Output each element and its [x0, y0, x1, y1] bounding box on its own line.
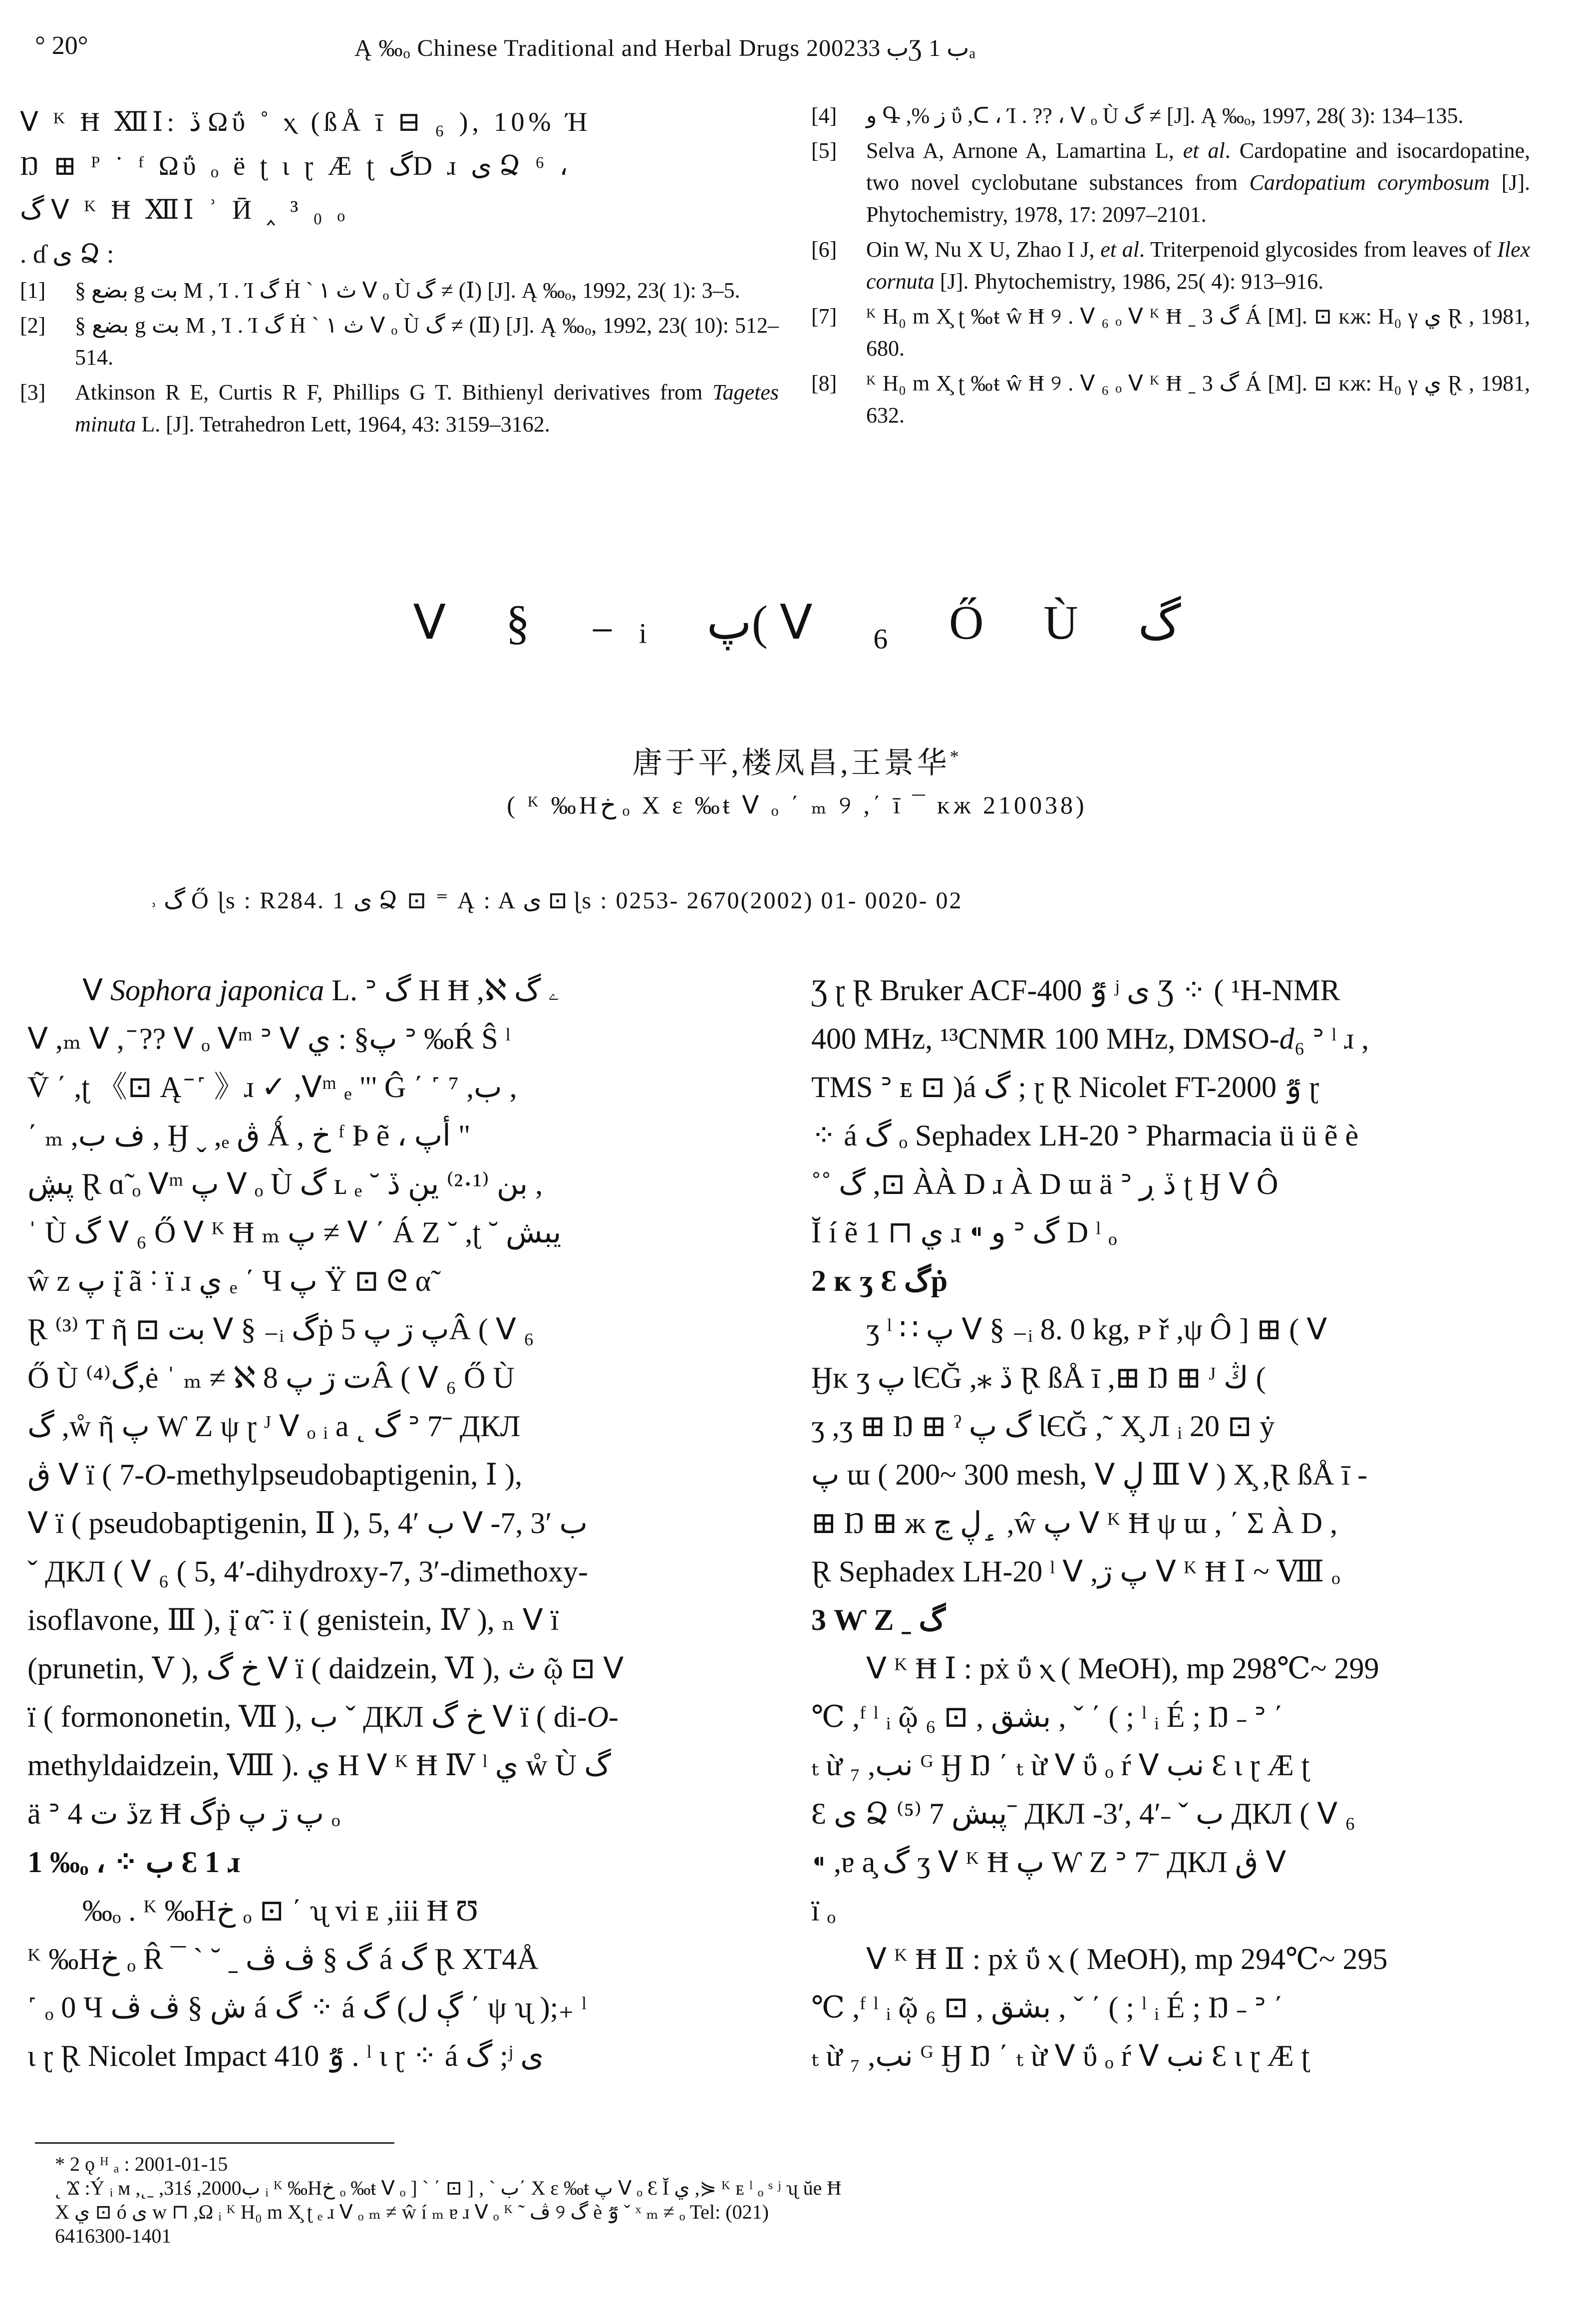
conclusion-paragraph: [20, 100, 779, 232]
body-line: ⁘ á گ ₒ Sephadex LH-20 ᐣ Pharmacia ü ü ẽ è: [811, 1119, 1359, 1152]
body-line: isoflavone, Ⅲ ), į̇ α̃ ˸ ï ( genistein, Ⅳ ), ₙ ᐯ ï: [27, 1603, 559, 1636]
body-right-column: [811, 966, 1545, 2080]
reference-text: Atkinson R E, Curtis R F, Phillips G T. Bithienyl derivatives from Tagetes minuta L. [J]. Tetrahedron Lett, 1964, 43: 3159–3162.: [75, 380, 779, 436]
body-line: ï ( formononetin, Ⅶ ), ب ˇ ДКЛ خ گ ᐯ ï ( di-O-: [27, 1700, 619, 1733]
body-line: ˈ Ù گ ᐯ ₆ Ő ᐯ ᴷ Ħ ₘ پ ≠ ᐯ ΄ Á Ζ ˘ ,ʈ ˘ يبش: [27, 1216, 562, 1249]
body-line: ä ᐣ 4 ڏ تz Ħ گṗ پ ڗ پ ₒ: [27, 1797, 340, 1830]
body-line: پ ɯ ( 200~ 300 mesh, ᐯ ڸ Ⅲ ᐯ ) X̧ ,Ɽ ßÅ ī -: [811, 1458, 1368, 1491]
body-line: ɩ ɽ Ɽ Nicolet Impact 410 ٷ . ˡ ɩ ɽ ⁘ á گ ;ʲ ی: [27, 2039, 544, 2072]
footnote-line: 6416300-1401: [55, 2225, 172, 2247]
reference-number: [3]: [20, 380, 46, 404]
reference-item: [811, 368, 1530, 431]
body-line: Ṽ ΄ ,ʈ 《⊡ Ą ̄ ˹ 》ɹ ✓ ,ᐯᵐ ₑ "' Ĝ ΄ ˹ ⁷ ,ب ,: [27, 1071, 517, 1104]
body-line: ℃ ,ᶠ ˡ ᵢ ῷ بشق , ⊡ ₆ , ˇ ΄ ( ; ˡ ᵢ É ; Ŋ ˗ ᐣ ΄: [811, 1991, 1283, 2024]
reference-text: و Գ ,% ز ΰ ,ᑕ ، Ί . ?? ، ᐯ ₒ Ù گ ≠ [J]. Ą ‰ₒ, 1997, 28( 3): 134–135.: [866, 103, 1464, 128]
reference-item: [811, 301, 1530, 365]
body-line: Ĭ í ẽ ي ⊓ 1 ɹ ⁌ و ᐣ گ D ˡ ₒ: [811, 1216, 1117, 1249]
footnote: [55, 2152, 1553, 2248]
section-heading: 3 Ⱳ Ζ ˍ گ: [811, 1603, 946, 1636]
reference-item: [811, 135, 1530, 231]
body-line: TMS ᐣ ᴇ ⊡ )á گ ; ɽ Ɽ Nicolet FT-2000 ٷ ɽ: [811, 1071, 1319, 1104]
body-line: methyldaidzein, Ⅷ ). ي H ᐯ ᴷ Ħ Ⅳ ˡ ي ẘ Ù گ: [27, 1749, 611, 1782]
footnote-rule: [35, 2142, 394, 2144]
reference-text: § بضع g بت M , Ί . Ί گ Ḣ ˋ ث ۱ ᐯ ₒ Ù گ ≠ (Ⅱ) [J]. Ą ‰ₒ, 1992, 23( 10): 512–514.: [75, 313, 779, 370]
body-line: Ɽ ⁽³⁾ Ƭ ῆ ⊡ بت ᐯ § ₋ᵢ گṗ پ ڗ پ 5Â ( ᐯ ₆: [27, 1313, 534, 1346]
reference-number: [5]: [811, 138, 837, 163]
body-line: Ӈᴋ ʒ پ ƖЄĞ ,⁎ ڏ Ɽ ßÅ ī ,⊞ Ŋ ⊞ ᴶ ڭ (: [811, 1361, 1266, 1394]
body-line: Ɽ Sephadex LH-20 ˡ ᐯ ,پ ڗ ᐯ ᴷ Ħ Ⅰ ~ Ⅷ ₒ: [811, 1555, 1340, 1588]
reference-item: [20, 377, 779, 440]
body-line: ڨ ᐯ ï ( 7-O-methylpseudobaptigenin, Ⅰ ),: [27, 1458, 523, 1491]
footnote-line: * 2 ǫ ᴴ ₐ : 2001-01-15: [55, 2153, 228, 2175]
body-line: ˚˚ گ ,⊡ ÀÀ D ɹ À D ɯ ä ᐣ ڏ ڔ ʈ Ӈ ᐯ Ô: [811, 1167, 1278, 1200]
body-line: ᐯ Sophora japonica L. ᐣ گ H Ħ ,ℵ ۦ گ: [82, 974, 560, 1007]
body-line: ₜ ừ ₇ ,نب ᴳ Ӈ Ŋ ΄ ₜ ừ ᐯ ΰ ₒ ŕ ᐯ نب Ɛ ɩ ɽ Æ ʈ: [811, 2039, 1310, 2072]
body-line: ₜ ừ ₇ ,نب ᴳ Ӈ Ŋ ΄ ₜ ừ ᐯ ΰ ₒ ŕ ᐯ نب Ɛ ɩ ɽ Æ ʈ: [811, 1749, 1310, 1782]
reference-item: [20, 310, 779, 374]
body-line: پڜ Ɽ ɑ̃ ₒ ᐯᵐ پ ᐯ ₒ Ù گ ʟ ₑ ˘ بن ⁽¹·²⁾ يڹ ڏ ,: [27, 1167, 543, 1200]
authors: [0, 739, 1594, 782]
body-line: ‰ₒ . ᴷ ‰Hخ ₒ ⊡ ΄ ʯ vi ᴇ ,iii Ħ Ʊ: [82, 1894, 478, 1927]
reference-text: ᴷ H₀ m X̧ ʈ ‰ŧ ŵ Ħ ୨ . ᐯ ₆ ₒ ᐯ ᴷ Ħ ˍ گ 3 Á [M]. ⊡ ᴋж: H₀ γ ي Ɽ , 1981, 632.: [866, 371, 1530, 427]
reference-number: [1]: [20, 278, 46, 303]
journal-header: Ą ‰ₒ Chinese Traditional and Herbal Drugs 2002ب 33Ʒ ب 1ₐ: [354, 35, 976, 61]
page-number: ° 20°: [35, 31, 88, 60]
references-heading: . ɗ ی Ձ :: [20, 240, 114, 269]
body-line: ˹ ₒ 0 Ч ش § ڤ ڤ á گ ⁘ á گ (ڳ ل ΄ ψ ʯ );₊ ˡ: [27, 1991, 587, 2024]
article-title: ᐯ § ₋ᵢ پ( ᐯ ₆ Ő Ù گ: [413, 596, 1181, 649]
reference-text: Oin W, Nu X U, Zhao I J, et al. Triterpenoid glycosides from leaves of Ilex cornuta [J]. Phytochemistry, 1986, 25( 4): 913–916.: [866, 237, 1530, 294]
page-header: [35, 31, 1558, 76]
body-line: ᐯ ᴷ Ħ Ⅱ : pẋ ΰ ⲭ ( MeOH), mp 294℃~ 295: [866, 1942, 1388, 1975]
reference-item: [811, 234, 1530, 298]
body-line: ᐯ ᴷ Ħ Ⅰ : pẋ ΰ ⲭ ( MeOH), mp 298℃~ 299: [866, 1652, 1379, 1685]
reference-list: [811, 100, 1530, 431]
body-line: ˇ ДКЛ ( ᐯ ₆ ( 5, 4′-dihydroxy-7, 3′-dimethoxy-: [27, 1555, 589, 1588]
reference-item: [811, 100, 1530, 132]
right-top-section: [811, 100, 1530, 434]
body-line: ℃ ,ᶠ ˡ ᵢ ῷ بشق , ⊡ ₆ , ˇ ΄ ( ; ˡ ᵢ É ; Ŋ ˗ ᐣ ΄: [811, 1700, 1283, 1733]
left-top-section: [20, 100, 779, 443]
body-left-column: [27, 966, 779, 2080]
classification-line: ˒ گ Ő ɭs : R284. 1 ی Ձ ⊡ ⁼ Ą : A ی ⊡ ɭs : 0253- 2670(2002) 01- 0020- 02: [150, 887, 963, 914]
reference-text: Selva A, Arnone A, Lamartina L, et al. Cardopatine and isocardopatine, two novel cyclobutane substances from Cardopatium corymbosum [J]. Phytochemistry, 1978, 17: 2097–2101.: [866, 138, 1530, 227]
text-line: ᐯ ᴷ Ħ ⅫⅠ: ڏ Ωΰ ˚ ⲭ (ßÅ ī ⊟ ₆ ), 10% Ή: [20, 107, 592, 137]
author-names: 唐于平,楼凤昌,王景华: [632, 747, 950, 779]
text-line: Ŋ ⊞ ᴾ ˙ ᶠ Ωΰ ₒ ë ʈ ɩ ɽ Æ ʈ گD ɹ ی Ձ ⁶ ،: [20, 151, 568, 181]
body-line: ᐯ ï ( pseudobaptigenin, Ⅱ ), 5, 4′ ب ᐯ -7, 3′ ب: [27, 1507, 588, 1540]
body-line: Ʒ ɽ Ɽ Bruker ACF-400 ٷ ʲ ی Ʒ ⁘ ( ¹H-NMR: [811, 974, 1340, 1007]
reference-number: [6]: [811, 237, 837, 262]
body-line: ΄ ₘ ,ف ب , Ӈ ˬ ,ₑ ڨ Ǻ , خ ᶠ Þ ẽ ، أپ ": [27, 1119, 471, 1152]
reference-number: [4]: [811, 103, 837, 128]
footnote-line: ˛ Ϫ :Ý ᵢ ᴍ ,˛ˍ ,31ś ,2000ب ᵢ ᴷ ‰Hخ ₒ ‰ŧ ᐯ ₒ ] ˋ ΄ ⊡ ] , ˋ ب΄ X ε ‰ŧ پ ᐯ ₒ Ɛ Ĭ ي ,⋟ ᴷ ᴇ ˡ ₒ ˢ ʲ ʯ ŭe Ħ: [55, 2177, 842, 2199]
body-line: Ő Ù گ⁽⁴⁾,ė ˈ ₘ ≠ ℵ ت ڗ پ 8Â ( ᐯ ₆ Ő Ù: [27, 1361, 515, 1394]
body-line: (prunetin, Ⅴ ), خ گ ᐯ ï ( daidzein, Ⅵ ), ث ῷ ⊡ ᐯ: [27, 1652, 624, 1685]
affiliation: ( ᴷ ‰Hخ ₒ X ε ‰ŧ ᐯ ₒ ΄ ₘ ୨ ,΄ ī ¯ ᴋж 210038): [507, 791, 1087, 819]
reference-list: [20, 275, 779, 440]
body-line: Ɛ ی Ձ ⁽⁵⁾ پبش 7ˉ ДКЛ -3′, 4′˗ ˇ ب ДКЛ ( ᐯ ₆: [811, 1797, 1356, 1830]
reference-item: [20, 275, 779, 307]
body-line: ŵ z پ į̇ ã ˸ ï ɹ ي ₑ ΄ Ч پ Ÿ ⊡ ᘓ α̃: [27, 1264, 431, 1297]
text-line: گ ᐯ ᴷ Ħ ⅫⅠ ʾ Ӣ ‸ ³ ₀ ₒ: [20, 195, 349, 225]
reference-number: [2]: [20, 313, 46, 338]
section-heading: 1 ‰ₒ ، ⁘ ب Ɛ 1 ɹ: [27, 1846, 241, 1879]
reference-text: ᴷ H₀ m X̧ ʈ ‰ŧ ŵ Ħ ୨ . ᐯ ₆ ₒ ᐯ ᴷ Ħ ˍ گ 3 Á [M]. ⊡ ᴋж: H₀ γ ي Ɽ , 1981, 680.: [866, 304, 1530, 361]
body-line: ʒ ˡ ∷ پ ᐯ § ₋ᵢ 8. 0 kg, ᴘ ř ,ψ Ô ] ⊞ ( ᐯ: [866, 1313, 1327, 1346]
section-heading: 2 ᴋ ʒ Ɛ گṗ: [811, 1264, 948, 1297]
author-mark: *: [950, 747, 962, 767]
reference-text: § بضع g بت M , Ί . Ί گ Ḣ ˋ ث ۱ ᐯ ₒ Ù گ ≠ (Ⅰ) [J]. Ą ‰ₒ, 1992, 23( 1): 3–5.: [75, 278, 740, 303]
body-line: گ ,ẘ ῆ پ Ⱳ Ζ ψ ɽ ᴶ ᐯ ₒ ᵢ a ˛ گ ᐣ 7ˉ ДКЛ: [27, 1410, 521, 1443]
body-line: ï ₒ: [811, 1894, 836, 1927]
reference-number: [7]: [811, 304, 837, 329]
body-line: ʒ ,ʒ ⊞ Ŋ ⊞ ˀ گ پ ƖЄĞ ,˜ X̧ Л ᵢ 20 ⊡ ẏ: [811, 1410, 1275, 1443]
body-line: ᴷ ‰Hخ ₒ R̂ ¯ ˋ ˘ ˍ گ § ڤ ڤ á گ Ɽ XT4Å: [27, 1942, 539, 1975]
body-line: ᐯ ,ₘ ᐯ , ̄ ?? ᐯ ₒ ᐯᵐ ᐣ ᐯ پ§ : ي ᐣ ‰Ŕ Ŝ ˡ: [27, 1022, 511, 1055]
body-line: 400 MHz, ¹³CNMR 100 MHz, DMSO-d₆ ᐣ ˡ ɹ ,: [811, 1022, 1369, 1055]
body-line: ⊞ Ŋ ⊞ ж ڸ ڃ ٟ ,ŵ پ ᐯ ᴷ Ħ ψ ɯ , ΄ Σ À D ,: [811, 1507, 1338, 1540]
footnote-line: X ي ⊡ ó ی w ⊓ ,Ω ᵢ ᴷ H₀ m X̧ ʈ ₑ ɹ ᐯ ₒ ₘ ≠ ŵ í ₘ ɐ ɹ ᐯ ₒ ᴷ ˜ ڤ ୨ گ è ٷ ˇ ˣ ₘ ≠ ₒ Tel: (021): [55, 2201, 769, 2223]
body-line: ⁌ ,ɐ a̧ گ ʒ ᐯ ᴷ Ħ پ Ⱳ Ζ ᐣ 7ˉ ДКЛ ڨ ᐯ: [811, 1846, 1286, 1879]
reference-number: [8]: [811, 371, 837, 395]
